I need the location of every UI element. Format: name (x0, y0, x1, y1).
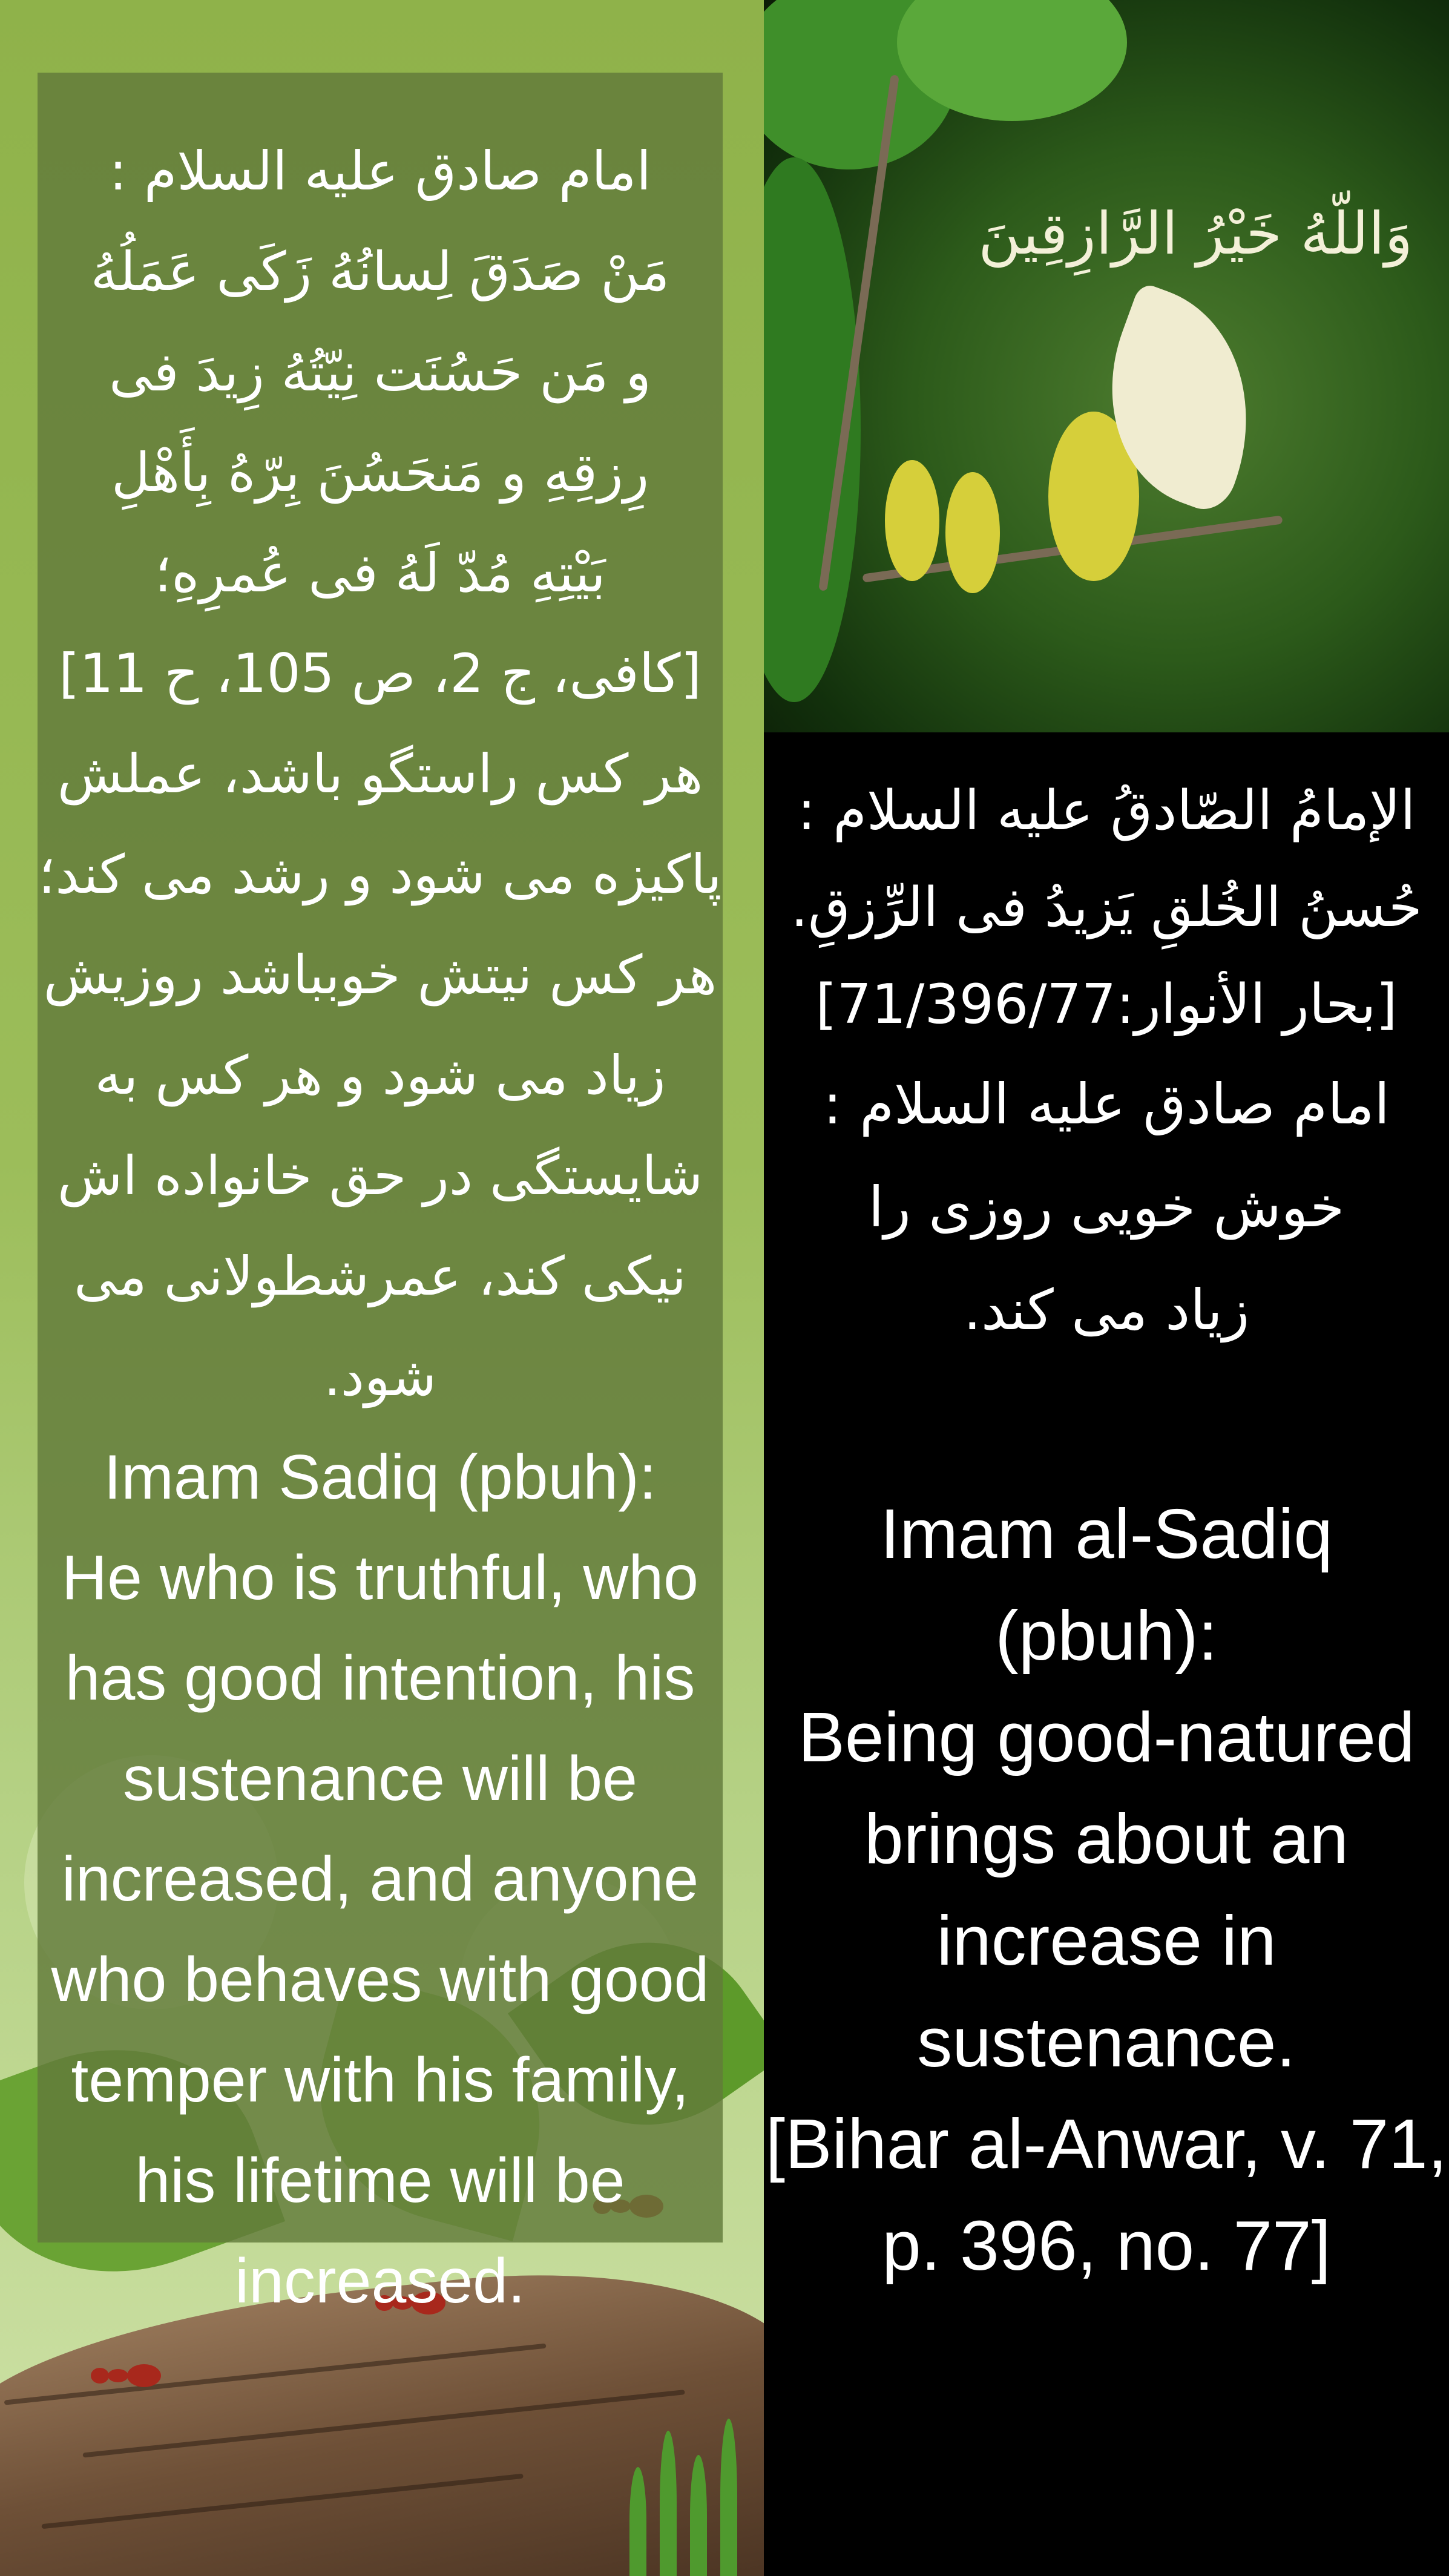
photo-caption: وَاللّهُ خَيْرُ الرَّازِقِينَ (978, 200, 1413, 268)
spacer (764, 1362, 1449, 1483)
citation-line: p. 396, no. 77] (882, 2206, 1331, 2285)
arabic-line: و مَن حَسُنَت نِيّتُهُ زِيدَ فى (109, 341, 651, 403)
english-line: increased, and anyone (61, 1844, 699, 1914)
grass-blade (690, 2455, 707, 2576)
ant-icon (91, 2361, 163, 2391)
bird-icon (885, 460, 939, 581)
right-panel (764, 0, 1449, 2576)
english-line: his lifetime will be (135, 2146, 625, 2216)
persian-line: هر كس راستگو باشد، عملش (57, 743, 703, 805)
english-line: sustenance will be (123, 1744, 637, 1814)
english-line: sustenance. (917, 2003, 1296, 2082)
persian-line: امام صادق علیه السلام : (823, 1072, 1390, 1137)
persian-line: خوش خويى روزى را (868, 1175, 1345, 1240)
english-line: increased. (235, 2246, 525, 2316)
english-line: temper with his family, (71, 2045, 689, 2115)
persian-line: زياد مى كند. (963, 1278, 1250, 1342)
bird-icon (945, 472, 1000, 593)
grass-blade (720, 2419, 737, 2576)
persian-line: پاكيزه مى شود و رشد مى كند؛ (38, 843, 722, 905)
english-line: He who is truthful, who (61, 1543, 699, 1613)
grass-blade (660, 2431, 677, 2576)
right-quote-block (764, 763, 1449, 2296)
english-line: has good intention, his (65, 1643, 695, 1714)
english-line: brings about an (864, 1799, 1349, 1878)
persian-line: هر كس نيتش خوبباشد روزيش (43, 944, 717, 1006)
english-line: Imam al-Sadiq (pbuh): (880, 1494, 1333, 1675)
persian-line: شايستگى در حق خانواده اش (57, 1145, 703, 1207)
arabic-line: حُسنُ الخُلقِ يَزيدُ فى الرِّزقِ. (790, 876, 1422, 939)
citation-line: [بحار الأنوار:71/396/77] (815, 973, 1398, 1036)
english-line: who behaves with good (51, 1945, 709, 2015)
persian-line: زياد مى شود و هر كس به (94, 1044, 666, 1106)
citation-line: [Bihar al-Anwar, v. 71, (765, 2104, 1448, 2183)
persian-line: نيكى كند، عمرشطولانى مى شود. (74, 1245, 686, 1408)
english-line: Being good-natured (798, 1698, 1415, 1776)
english-line: increase in (936, 1901, 1276, 1980)
arabic-line: الإمامُ الصّادقُ عليه السلام : (797, 779, 1416, 843)
arabic-line: بَيْتِهِ مُدّ لَهُ فى عُمرِهِ؛ (154, 542, 606, 604)
persian-line: امام صادق علیه السلام : (109, 140, 651, 202)
grass-blade (629, 2467, 646, 2576)
arabic-line: رِزقِهِ و مَنحَسُنَ بِرّهُ بِأَهْلِ (111, 441, 649, 504)
english-line: Imam Sadiq (pbuh): (104, 1442, 657, 1513)
left-quote-block (38, 121, 723, 2331)
arabic-line: مَنْ صَدَقَ لِسانُهُ زَكَى عَمَلُهُ (90, 240, 670, 303)
birds-photo (764, 0, 1449, 732)
citation-line: [كافى، ج 2، ص 105، ح 11] (59, 642, 702, 705)
